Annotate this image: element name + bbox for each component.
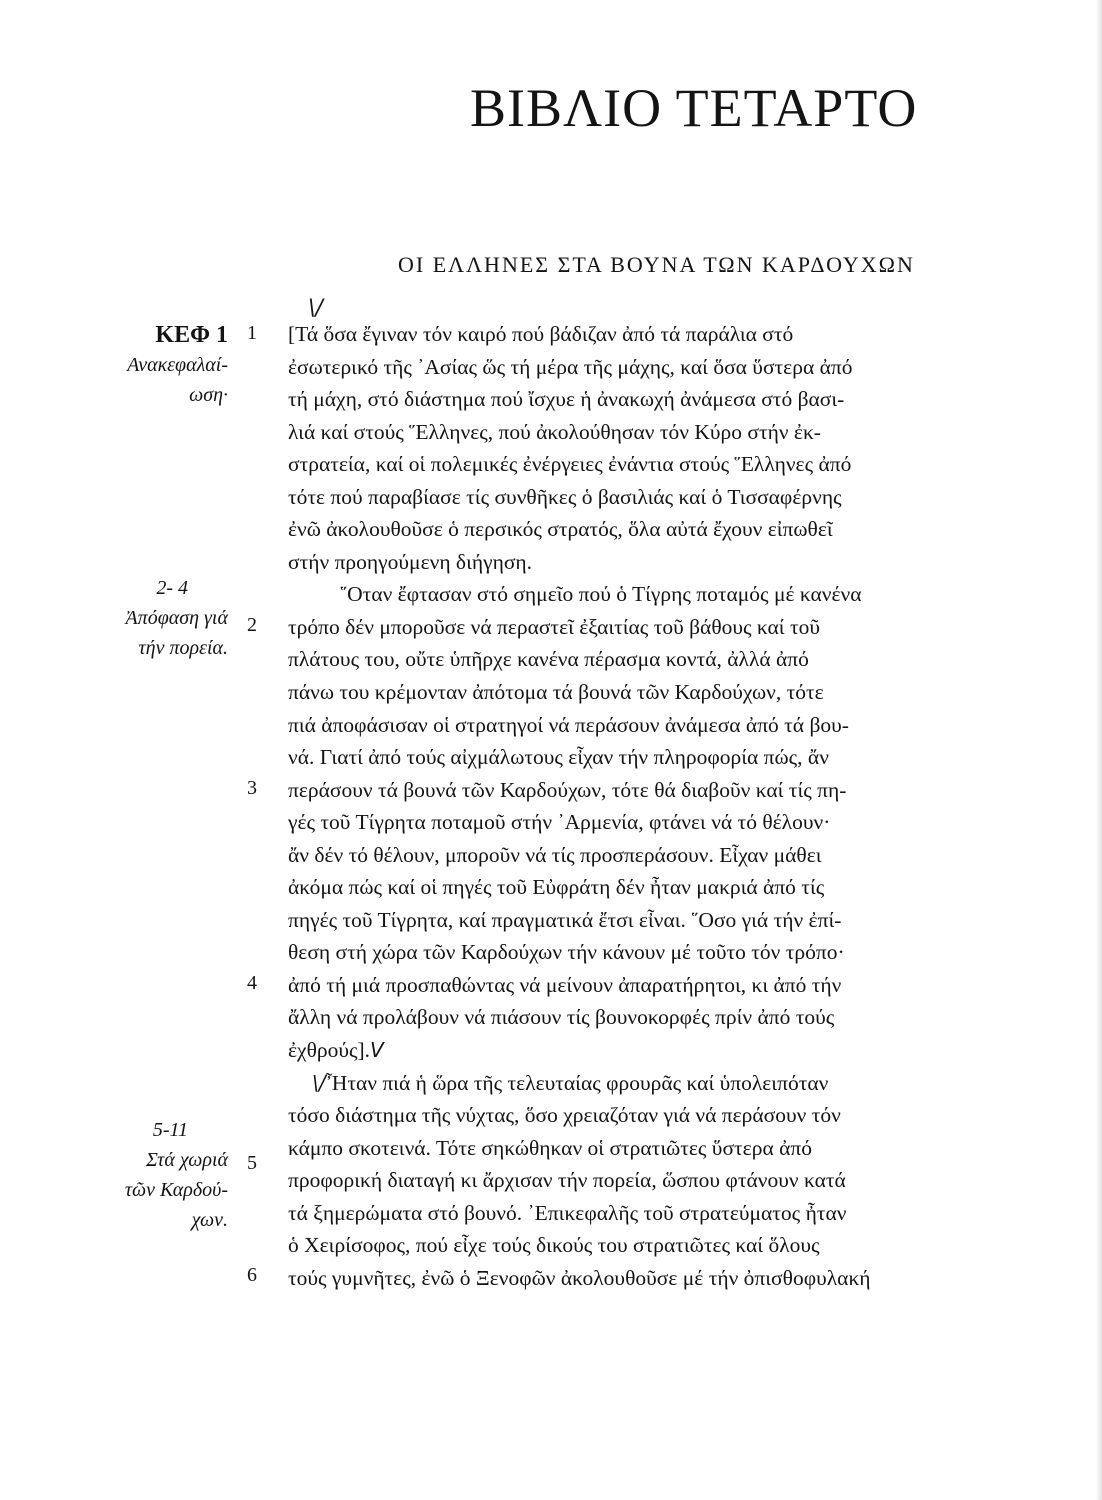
body-text <box>288 318 1102 1294</box>
editor-mark-start: \/ <box>308 296 323 321</box>
text-line: ἄν δέν τό θέλουν, μποροῦν νά τίς προσπεράσουν. Εἶχαν μάθει <box>288 842 822 867</box>
section-number: 3 <box>247 777 257 799</box>
chapter-title: ΟΙ ΕΛΛΗΝΕΣ ΣΤΑ ΒΟΥΝΑ ΤΩΝ ΚΑΡΔΟΥΧΩΝ <box>398 252 915 277</box>
text-line: προφορική διαταγή κι ἄρχισαν τήν πορεία, ὥσπου φτάνουν κατά <box>288 1168 846 1193</box>
text-line: κάμπο σκοτεινά. Τότε σηκώθηκαν οἱ στρατιῶτες ὕστερα ἀπό <box>288 1135 812 1160</box>
text-line: τόσο διάστημα τῆς νύχτας, ὅσο χρειαζόταν γιά νά περάσουν τόν <box>288 1103 841 1128</box>
margin-note-range: 2- 4 <box>156 577 188 599</box>
text-line: ῞Οταν ἔφτασαν στό σημεῖο πού ὁ Τίγρης ποταμός μέ κανένα <box>340 582 862 607</box>
text-line: τούς γυμνῆτες, ἐνῶ ὁ Ξενοφῶν ἀκολουθοῦσε μέ τήν ὀπισθοφυλακή <box>288 1265 871 1290</box>
text-line-content: Ἦταν πιά ἡ ὥρα τῆς τελευταίας φρουρᾶς καί ὑπολειπόταν <box>325 1070 829 1095</box>
text-line: ὁ Χειρίσοφος, πού εἶχε τούς δικούς του στρατιῶτες καί ὅλους <box>288 1233 820 1258</box>
text-line: τά ξημερώματα στό βουνό. ᾿Επικεφαλῆς τοῦ στρατεύματος ἦταν <box>288 1200 847 1225</box>
text-line: θεση στή χώρα τῶν Καρδούχων τήν κάνουν μέ τοῦτο τόν τρόπο· <box>288 940 845 965</box>
margin-note-villages <box>40 1115 228 1235</box>
text-line: τή μάχη, στό διάστημα πού ἴσχυε ἡ ἀνακωχή ἀνάμεσα στό βασι- <box>288 387 845 412</box>
margin-note-chapter <box>60 320 228 410</box>
text-line: γές τοῦ Τίγρητα ποταμοῦ στήν ᾿Αρμενία, φτάνει νά τό θέλουν· <box>288 810 831 835</box>
text-line: τότε πού παραβίασε τίς συνθῆκες ὁ βασιλιάς καί ὁ Τισσαφέρνης <box>288 484 842 509</box>
section-number: 1 <box>247 322 257 344</box>
book-title: ΒΙΒΛΙΟ ΤΕΤΑΡΤΟ <box>470 78 918 138</box>
text-line: στρατεία, καί οἱ πολεμικές ἐνέργειες ἐνάντια στούς Ἕλληνες ἀπό <box>288 452 852 477</box>
section-number: 2 <box>247 614 257 636</box>
margin-note-line: ωση· <box>189 384 228 406</box>
margin-note-line: τήν πορεία. <box>138 637 228 659</box>
text-line: ἐσωτερικό τῆς ᾿Ασίας ὥς τή μέρα τῆς μάχης, καί ὅσα ὕστερα ἀπό <box>288 354 853 379</box>
scan-shadow-edge <box>1096 0 1102 1500</box>
text-line-content: ἐχθρούς]. <box>288 1038 371 1063</box>
margin-note-line: Στά χωριά <box>145 1149 228 1171</box>
text-line: ἀκόμα πώς καί οἱ πηγές τοῦ Εὐφράτη δέν ἦταν μακριά ἀπό τίς <box>288 875 825 900</box>
editor-mark-section: \/ <box>312 1070 326 1095</box>
text-line: πιά ἀποφάσισαν οἱ στρατηγοί νά περάσουν ἀνάμεσα ἀπό τά βου- <box>288 712 849 737</box>
text-line: ἄλλη νά προλάβουν νά πιάσουν τίς βουνοκορφές πρίν ἀπό τούς <box>288 1005 835 1030</box>
text-line: ἐνῶ ἀκολουθοῦσε ὁ περσικός στρατός, ὅλα αὐτά ἔχουν εἰπωθεῖ <box>288 517 833 542</box>
margin-note-range: 5-11 <box>152 1119 188 1141</box>
text-line <box>288 1034 1102 1067</box>
margin-note-line: χων. <box>191 1209 228 1231</box>
text-line: λιά καί στούς Ἕλληνες, πού ἀκολούθησαν τόν Κύρο στήν ἐκ- <box>288 419 821 444</box>
text-line: περάσουν τά βουνά τῶν Καρδούχων, τότε θά διαβοῦν καί τίς πη- <box>288 777 847 802</box>
text-line: στήν προηγούμενη διήγηση. <box>288 549 533 574</box>
section-number: 4 <box>247 972 257 994</box>
text-line <box>288 1067 1102 1100</box>
text-line: ἀπό τή μιά προσπαθώντας νά μείνουν ἀπαρατήρητοι, κι ἀπό τήν <box>288 972 842 997</box>
text-line: [Τά ὅσα ἔγιναν τόν καιρό πού βάδιζαν ἀπό τά παράλια στό <box>288 322 794 346</box>
text-line: νά. Γιατί ἀπό τούς αἰχμάλωτους εἶχαν τήν πληροφορία πώς, ἄν <box>288 745 829 770</box>
section-number: 6 <box>247 1264 257 1286</box>
text-line: πάνω του κρέμονταν ἀπότομα τά βουνά τῶν Καρδούχων, τότε <box>288 680 824 705</box>
editor-mark-end: V <box>370 1038 384 1063</box>
section-number: 5 <box>247 1152 257 1174</box>
text-line: τρόπο δέν μποροῦσε νά περαστεῖ ἐξαιτίας τοῦ βάθους καί τοῦ <box>288 614 820 639</box>
chapter-label: ΚΕΦ 1 <box>155 322 228 348</box>
margin-note-line: Ανακεφαλαί- <box>127 354 228 376</box>
margin-note-line: τῶν Καρδού- <box>124 1179 228 1201</box>
text-line: πλάτους του, οὔτε ὑπῆρχε κανένα πέρασμα κοντά, ἀλλά ἀπό <box>288 647 809 672</box>
margin-note-line: Ἀπόφαση γιά <box>125 607 228 629</box>
margin-note-decision <box>40 573 228 663</box>
text-line: πηγές τοῦ Τίγρητα, καί πραγματικά ἔτσι εἶναι. ῞Οσο γιά τήν ἐπί- <box>288 907 842 932</box>
